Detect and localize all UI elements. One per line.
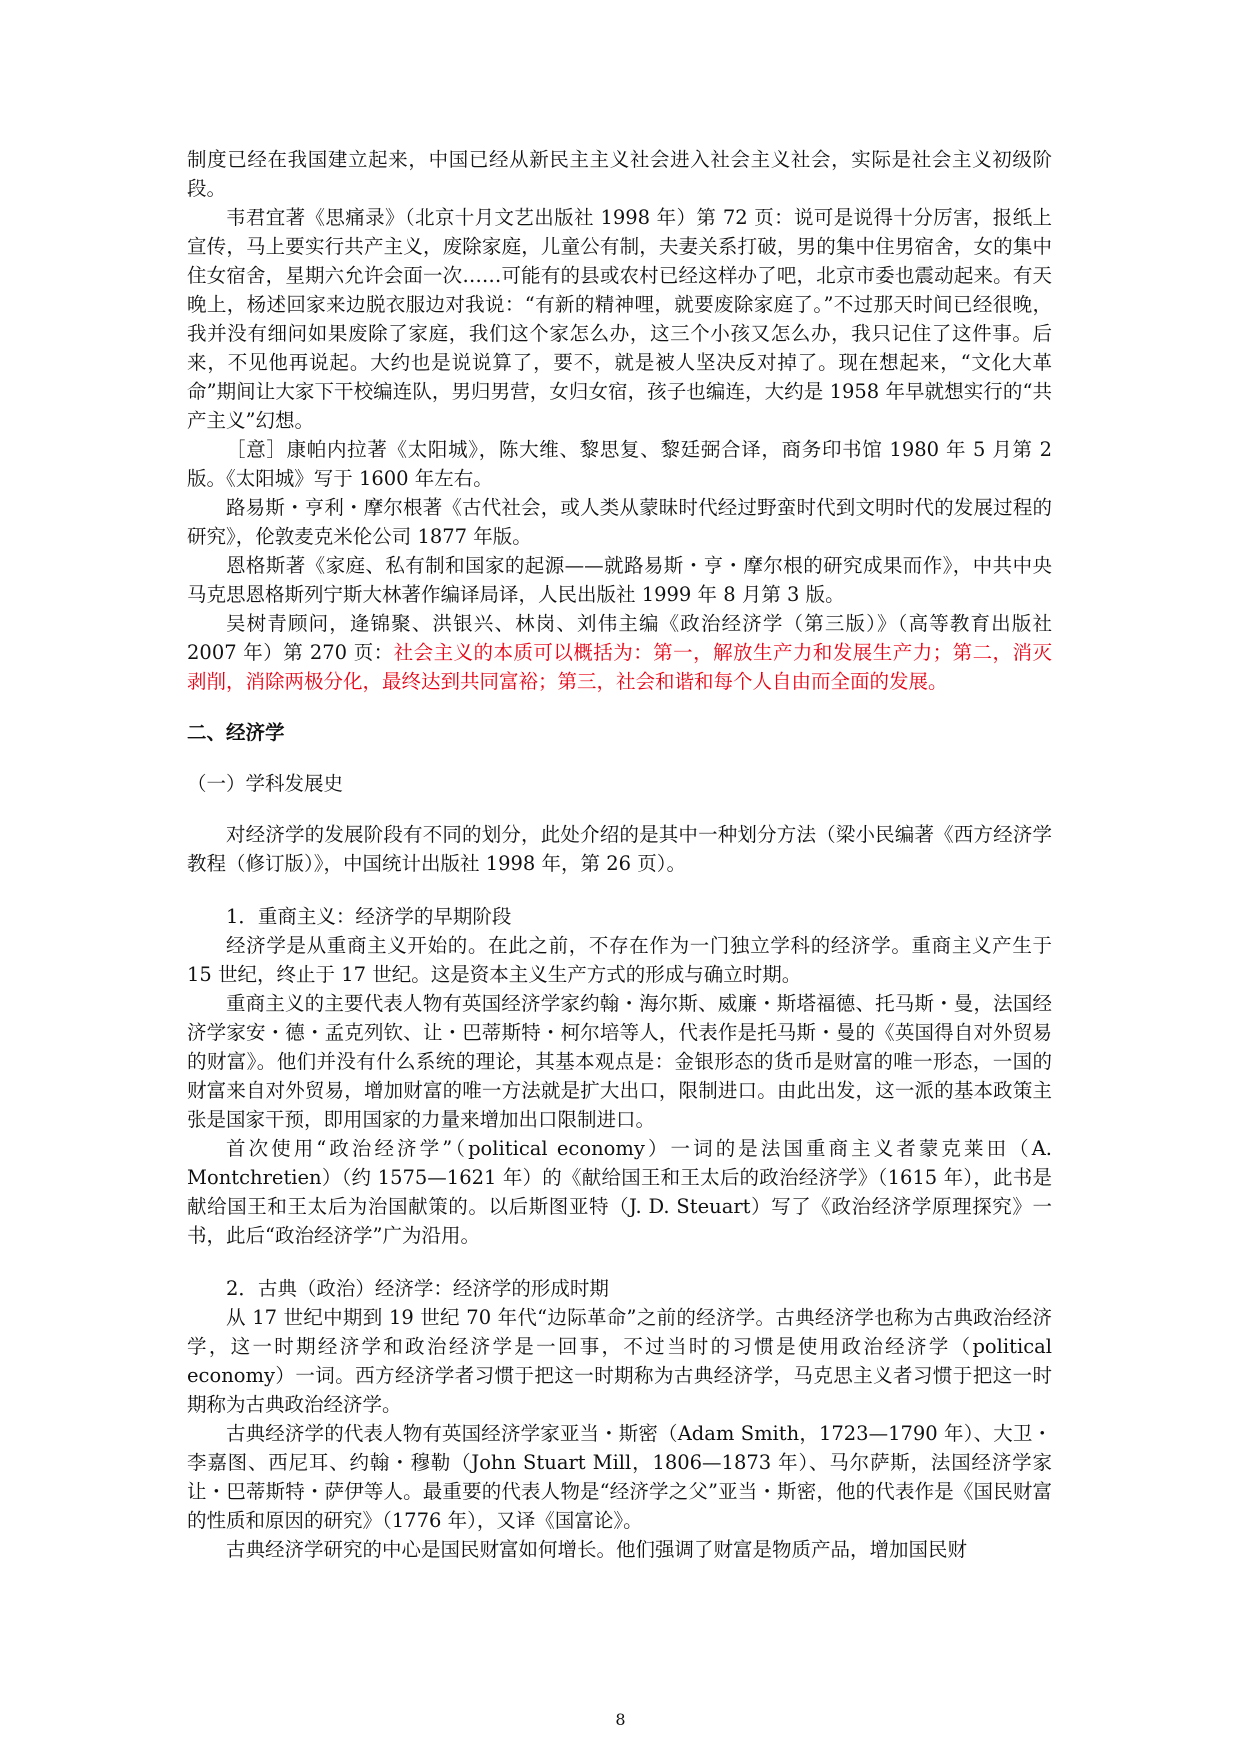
paragraph: 恩格斯著《家庭、私有制和国家的起源——就路易斯・亨・摩尔根的研究成果而作》，中共中央马克思恩格斯列宁斯大林著作编译局译，人民出版社 1999 年 8 月第 3 版。	[187, 554, 1052, 606]
paragraph: 韦君宜著《思痛录》（北京十月文艺出版社 1998 年）第 72 页：说可是说得十分厉害，报纸上宣传，马上要实行共产主义，废除家庭，儿童公有制，夫妻关系打破，男的集中住男宿舍，女的集中住女宿舍，星期六允许会面一次……可能有的县或农村已经这样办了吧，北京市委也震动起来。有天晚上，杨述回家来边脱衣服边对我说：“有新的精神哩，就要废除家庭了。”不过那天时间已经很晚，我并没有细问如果废除了家庭，我们这个家怎么办，这三个小孩又怎么办，我只记住了这件事。后来，不见他再说起。大约也是说说算了，要不，就是被人坚决反对掉了。现在想起来，“文化大革命”期间让大家下干校编连队，男归男营，女归女宿，孩子也编连，大约是 1958 年早就想实行的“共产主义”幻想。	[187, 206, 1052, 432]
subsection-title: 2．古典（政治）经济学：经济学的形成时期	[226, 1277, 609, 1300]
paragraph: 路易斯・亨利・摩尔根著《古代社会，或人类从蒙昧时代经过野蛮时代到文明时代的发展过程的研究》，伦敦麦克米伦公司 1877 年版。	[187, 496, 1052, 548]
paragraph: 从 17 世纪中期到 19 世纪 70 年代“边际革命”之前的经济学。古典经济学也称为古典政治经济学，这一时期经济学和政治经济学是一回事，不过当时的习惯是使用政治经济学（political economy）一词。西方经济学者习惯于把这一时期称为古典经济学，马克思主义者习惯于把这一时期称为古典政治经济学。	[187, 1306, 1052, 1416]
paragraph: 古典经济学的代表人物有英国经济学家亚当・斯密（Adam Smith，1723—1790 年）、大卫・李嘉图、西尼耳、约翰・穆勒（John Stuart Mill，1806—1873 年）、马尔萨斯，法国经济学家让・巴蒂斯特・萨伊等人。最重要的代表人物是“经济学之父”亚当・斯密，他的代表作是《国民财富的性质和原因的研究》（1776 年），又译《国富论》。	[187, 1422, 1052, 1532]
page-number: 8	[615, 1710, 626, 1729]
page-body	[187, 145, 1052, 1564]
section-heading: 二、经济学	[187, 721, 285, 744]
paragraph: 古典经济学研究的中心是国民财富如何增长。他们强调了财富是物质产品，增加国民财	[226, 1538, 968, 1561]
paragraph: 对经济学的发展阶段有不同的划分，此处介绍的是其中一种划分方法（梁小民编著《西方经济学教程（修订版）》，中国统计出版社 1998 年，第 26 页）。	[187, 823, 1052, 875]
paragraph: 制度已经在我国建立起来，中国已经从新民主主义社会进入社会主义社会，实际是社会主义初级阶段。	[187, 148, 1052, 200]
highlighted-quote: 社会主义的本质可以概括为：第一，解放生产力和发展生产力；第二，消灭剥削，消除两极分化，最终达到共同富裕；第三，社会和谐和每个人自由而全面的发展。	[187, 641, 1052, 693]
paragraph: ［意］康帕内拉著《太阳城》，陈大维、黎思复、黎廷弼合译，商务印书馆 1980 年 5 月第 2 版。《太阳城》写于 1600 年左右。	[187, 438, 1052, 490]
paragraph-text: 吴树青顾问，逄锦聚、洪银兴、林岗、刘伟主编《政治经济学（第三版）》（高等教育出版社 2007 年）第 270 页：	[187, 612, 1052, 664]
subsection-title: 1．重商主义：经济学的早期阶段	[226, 905, 512, 928]
subsection-heading: （一）学科发展史	[187, 772, 344, 795]
paragraph: 首次使用“政治经济学”（political economy）一词的是法国重商主义者蒙克莱田（A. Montchretien）（约 1575—1621 年）的《献给国王和王太后的政治经济学》（1615 年），此书是献给国王和王太后为治国献策的。以后斯图亚特（J. D. Steuart）写了《政治经济学原理探究》一书，此后“政治经济学”广为沿用。	[187, 1137, 1052, 1247]
paragraph: 经济学是从重商主义开始的。在此之前，不存在作为一门独立学科的经济学。重商主义产生于 15 世纪，终止于 17 世纪。这是资本主义生产方式的形成与确立时期。	[187, 934, 1052, 986]
paragraph: 重商主义的主要代表人物有英国经济学家约翰・海尔斯、威廉・斯塔福德、托马斯・曼，法国经济学家安・德・孟克列钦、让・巴蒂斯特・柯尔培等人，代表作是托马斯・曼的《英国得自对外贸易的财富》。他们并没有什么系统的理论，其基本观点是：金银形态的货币是财富的唯一形态，一国的财富来自对外贸易，增加财富的唯一方法就是扩大出口，限制进口。由此出发，这一派的基本政策主张是国家干预，即用国家的力量来增加出口限制进口。	[187, 992, 1052, 1131]
paragraph-with-highlight	[187, 609, 1052, 696]
